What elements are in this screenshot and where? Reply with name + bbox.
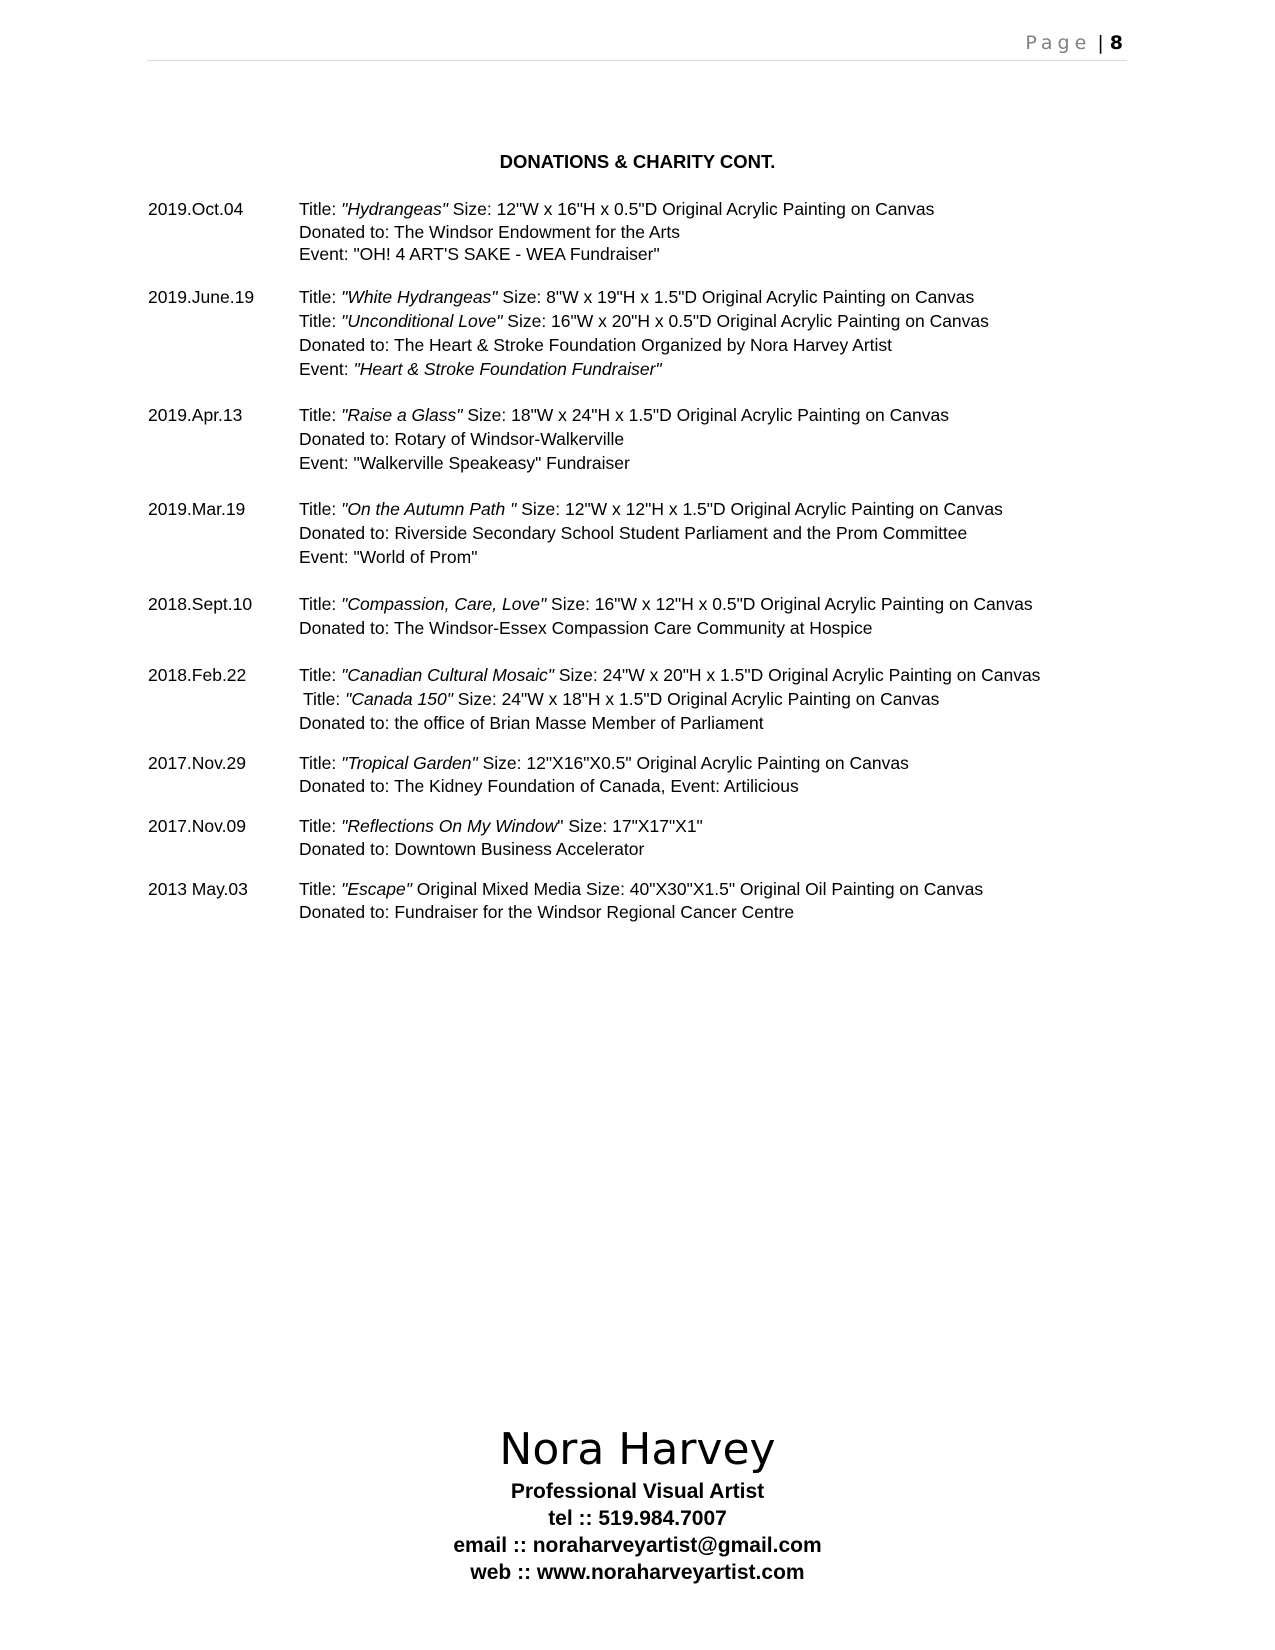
donation-entry <box>148 877 1148 927</box>
page-separator: | <box>1097 32 1104 54</box>
artwork-title: "Escape" <box>341 879 412 899</box>
line-text: Size: 12"W x 16"H x 0.5"D Original Acrylic Painting on Canvas <box>447 199 935 219</box>
entry-line <box>299 687 1148 711</box>
line-text: Event: "OH! 4 ART'S SAKE - WEA Fundraiser" <box>299 244 660 264</box>
entry-line <box>299 663 1148 687</box>
line-text: Size: 18"W x 24"H x 1.5"D Original Acrylic Painting on Canvas <box>462 405 949 425</box>
line-text: Title: <box>299 594 342 614</box>
entry-line <box>299 711 1148 735</box>
line-text: Title: <box>299 499 342 519</box>
entry-line <box>299 427 1148 451</box>
line-text: Title: <box>299 665 342 685</box>
artwork-title: "White Hydrangeas" <box>341 287 498 307</box>
entry-date: 2019.June.19 <box>148 287 255 307</box>
event-title: "Heart & Stroke Foundation Fundraiser" <box>353 359 662 379</box>
entry-line <box>299 285 1148 309</box>
artwork-title: "Hydrangeas" <box>341 199 448 219</box>
page-number: 8 <box>1109 32 1123 54</box>
line-text: Title: <box>303 689 346 709</box>
entry-date: 2017.Nov.09 <box>148 816 246 836</box>
entry-line <box>299 751 1148 775</box>
entry-date: 2019.Mar.19 <box>148 499 246 519</box>
entry-line <box>299 357 1148 381</box>
line-text: Size: 16"W x 20"H x 0.5"D Original Acrylic Painting on Canvas <box>502 311 989 331</box>
entry-date: 2018.Sept.10 <box>148 594 253 614</box>
line-text: Donated to: the office of Brian Masse Member of Parliament <box>299 713 764 733</box>
line-text: Donated to: The Windsor Endowment for the Arts <box>299 222 680 242</box>
email-address: email :: noraharveyartist@gmail.com <box>453 1534 822 1557</box>
artist-role: Professional Visual Artist <box>510 1480 765 1503</box>
line-text: Title: <box>299 753 342 773</box>
contact-footer <box>0 1422 1275 1586</box>
entry-line <box>299 877 1148 901</box>
entry-line <box>299 616 1148 640</box>
line-text: Title: <box>299 405 342 425</box>
line-text: Title: <box>299 816 342 836</box>
entry-date: 2018.Feb.22 <box>148 665 247 685</box>
donation-entry <box>148 197 1148 285</box>
line-text: Donated to: The Heart & Stroke Foundation Organized by Nora Harvey Artist <box>299 335 893 355</box>
entry-date: 2019.Apr.13 <box>148 405 243 425</box>
page-word: Page <box>1025 32 1092 54</box>
line-text: Title: <box>299 311 342 331</box>
artwork-title: "Canadian Cultural Mosaic" <box>341 665 554 685</box>
line-text: Event: <box>299 359 354 379</box>
line-text: Original Mixed Media Size: 40"X30"X1.5" Original Oil Painting on Canvas <box>411 879 984 899</box>
entry-line <box>299 403 1148 427</box>
donation-list <box>148 197 1148 927</box>
line-text: Title: <box>299 287 342 307</box>
entry-line <box>299 901 1148 923</box>
artwork-title: "Tropical Garden" <box>341 753 478 773</box>
artwork-title: "Compassion, Care, Love" <box>341 594 547 614</box>
entry-line <box>299 838 1148 860</box>
donation-entry <box>148 403 1148 497</box>
line-text: " Size: 17"X17"X1" <box>557 816 703 836</box>
line-text: Donated to: Riverside Secondary School Student Parliament and the Prom Committee <box>299 523 968 543</box>
page-header <box>147 30 1127 61</box>
entry-line <box>299 221 1148 243</box>
section-title: DONATIONS & CHARITY CONT. <box>499 151 776 172</box>
entry-line <box>299 451 1148 475</box>
website: web :: www.noraharveyartist.com <box>470 1561 805 1584</box>
artwork-title: "Unconditional Love" <box>341 311 503 331</box>
entry-line <box>299 775 1148 797</box>
artist-name: Nora Harvey <box>499 1424 776 1475</box>
entry-date: 2013 May.03 <box>148 879 248 899</box>
entry-line <box>299 497 1148 521</box>
entry-line <box>299 309 1148 333</box>
donation-entry <box>148 663 1148 751</box>
telephone: tel :: 519.984.7007 <box>548 1507 727 1530</box>
donation-entry <box>148 814 1148 877</box>
entry-date: 2019.Oct.04 <box>148 199 244 219</box>
line-text: Title: <box>299 199 342 219</box>
line-text: Size: 24"W x 20"H x 1.5"D Original Acrylic Painting on Canvas <box>553 665 1041 685</box>
entry-line <box>299 197 1148 221</box>
entry-line <box>299 545 1148 569</box>
donation-entry <box>148 592 1148 663</box>
entry-line <box>299 814 1148 838</box>
artwork-title: "Raise a Glass" <box>341 405 463 425</box>
entry-line <box>299 333 1148 357</box>
line-text: Size: 12"X16"X0.5" Original Acrylic Painting on Canvas <box>477 753 909 773</box>
line-text: Title: <box>299 879 342 899</box>
line-text: Donated to: Fundraiser for the Windsor Regional Cancer Centre <box>299 902 795 922</box>
line-text: Event: "Walkerville Speakeasy" Fundraiser <box>299 453 630 473</box>
page-number-label <box>1025 32 1123 54</box>
entry-line <box>299 243 1148 265</box>
line-text: Size: 8"W x 19"H x 1.5"D Original Acrylic Painting on Canvas <box>497 287 975 307</box>
donation-entry <box>148 285 1148 403</box>
line-text: Size: 12"W x 12"H x 1.5"D Original Acrylic Painting on Canvas <box>516 499 1003 519</box>
donation-entry <box>148 497 1148 592</box>
line-text: Donated to: The Kidney Foundation of Canada, Event: Artilicious <box>299 776 799 796</box>
line-text: Size: 24"W x 18"H x 1.5"D Original Acrylic Painting on Canvas <box>452 689 940 709</box>
artwork-title: "Reflections On My Window <box>341 816 558 836</box>
artwork-title: "On the Autumn Path " <box>341 499 517 519</box>
donation-entry <box>148 751 1148 814</box>
artwork-title: "Canada 150" <box>345 689 453 709</box>
line-text: Event: "World of Prom" <box>299 547 478 567</box>
entry-line <box>299 521 1148 545</box>
line-text: Donated to: Rotary of Windsor-Walkerville <box>299 429 625 449</box>
line-text: Donated to: Downtown Business Accelerator <box>299 839 645 859</box>
entry-date: 2017.Nov.29 <box>148 753 246 773</box>
entry-line <box>299 592 1148 616</box>
line-text: Size: 16"W x 12"H x 0.5"D Original Acrylic Painting on Canvas <box>546 594 1033 614</box>
line-text: Donated to: The Windsor-Essex Compassion Care Community at Hospice <box>299 618 873 638</box>
